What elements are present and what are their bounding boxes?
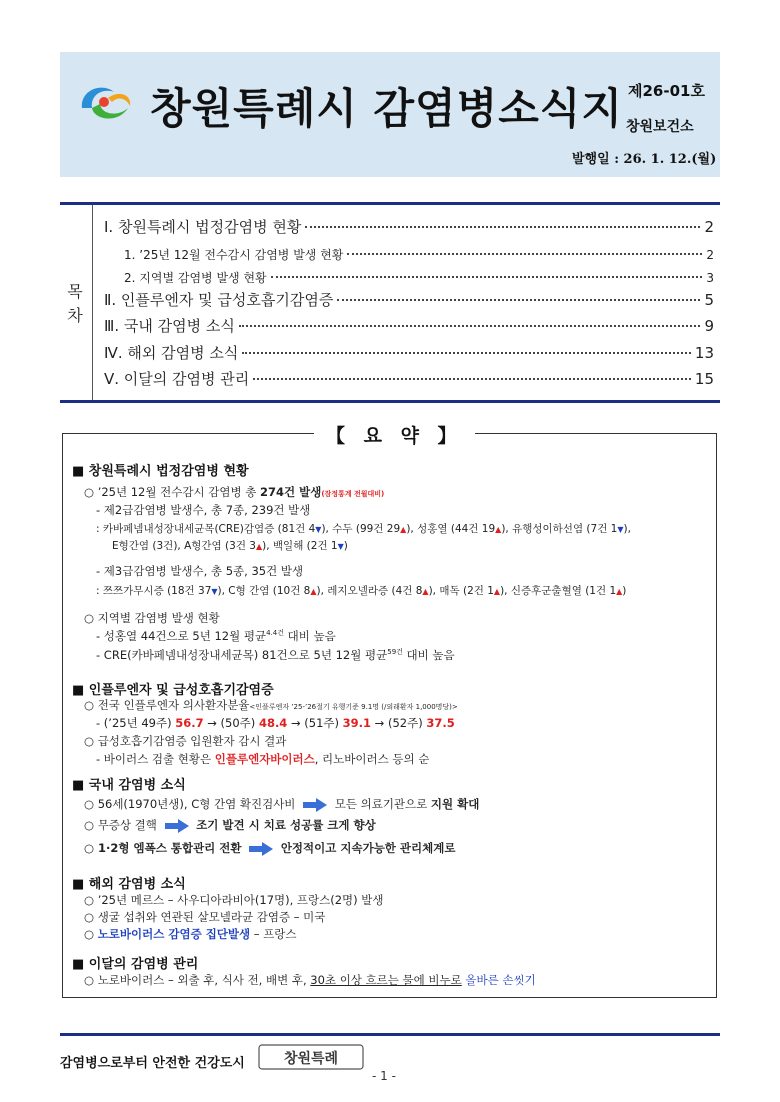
- summary-title: 【 요 약 】: [314, 421, 475, 448]
- toc-leader: [242, 352, 691, 354]
- summary-line: ○ ’25년 12월 전수감시 감염병 총 274건 발생(잠정통계 전월대비): [84, 485, 385, 499]
- summary-line: - (’25년 49주) 56.7 → (50주) 48.4 → (51주) 39.1 → (52주) 37.5: [96, 716, 455, 730]
- summary-line: E형간염 (3건), A형간염 (3건 3▲), 백일해 (2건 1▼): [112, 540, 348, 552]
- toc-item-text: Ⅳ. 해외 감염병 소식: [104, 344, 239, 362]
- summary-line: ○ 노로바이러스 – 외출 후, 식사 전, 배변 후, 30초 이상 흐르는 물에 비누로 올바른 손씻기: [84, 973, 536, 987]
- toc-leader: [271, 276, 703, 278]
- toc-item[interactable]: [124, 269, 714, 286]
- arrow-right-icon: [248, 842, 274, 856]
- summary-line: ○ 지역별 감염병 발생 현황: [84, 611, 220, 625]
- summary-line: ○ 56세(1970년생), C형 간염 확진검사비 모든 의료기관으로 지원 확대: [84, 797, 480, 811]
- toc-item-page: 2: [706, 248, 714, 262]
- toc-item-text: 2. 지역별 감염병 발생 현황: [124, 271, 267, 285]
- toc-item[interactable]: [104, 289, 714, 310]
- summary-line: : 카바페넴내성장내세균목(CRE)감염증 (81건 4▼), 수두 (99건 29▲), 성홍열 (44건 19▲), 유행성이하선염 (7건 1▼),: [96, 523, 631, 535]
- section-heading: ■ 해외 감염병 소식: [72, 877, 186, 892]
- summary-line: ○ 생굴 섭취와 연관된 살모넬라균 감염증 – 미국: [84, 910, 326, 924]
- toc-item[interactable]: [104, 342, 714, 363]
- toc-leader: [239, 325, 701, 327]
- toc-item-text: Ⅱ. 인플루엔자 및 급성호흡기감염증: [104, 291, 334, 309]
- toc-item-text: Ⅰ. 창원특례시 법정감염병 현황: [104, 218, 302, 236]
- summary-line: - CRE(카바페넴내성장내세균목) 81건으로 5년 12월 평균$^{59건}$ 대비 높음: [96, 648, 455, 662]
- toc-item-text: 1. ’25년 12월 전수감시 감염병 발생 현황: [124, 248, 344, 262]
- summary-line: - 성홍열 44건으로 5년 12월 평균$^{4.4건}$ 대비 높음: [96, 629, 336, 643]
- arrow-right-icon: [302, 798, 328, 812]
- toc-item[interactable]: [104, 216, 714, 237]
- toc-leader: [305, 226, 700, 228]
- changwon-logo-icon: [74, 78, 136, 130]
- toc-item-page: 3: [706, 271, 714, 285]
- changwon-wordmark-logo: [258, 1044, 364, 1074]
- footer-rule: [60, 1033, 720, 1036]
- toc-item[interactable]: [104, 368, 714, 389]
- summary-line: : 쯔쯔가무시증 (18건 37▼), C형 간염 (10건 8▲), 레지오넬라증 (4건 8▲), 매독 (2건 1▲), 신증후군출혈열 (1건 1▲): [96, 585, 627, 597]
- toc-item-page: 9: [704, 317, 714, 335]
- summary-line: ○ 무증상 결핵 조기 발견 시 치료 성공률 크게 향상: [84, 818, 376, 832]
- toc-leader: [253, 378, 691, 380]
- footer-slogan: 감염병으로부터 안전한 건강도시: [60, 1056, 245, 1071]
- summary-line: ○ 노로바이러스 감염증 집단발생 – 프랑스: [84, 927, 297, 941]
- page-number: - 1 -: [372, 1069, 396, 1083]
- section-heading: ■ 창원특례시 법정감염병 현황: [72, 464, 249, 479]
- issue-number: 제26-01호: [628, 82, 705, 100]
- toc-leader: [347, 253, 702, 255]
- toc-item-page: 13: [694, 344, 714, 362]
- newsletter-title: 창원특례시 감염병소식지: [150, 84, 623, 133]
- toc-item[interactable]: [104, 315, 714, 336]
- summary-line: ○ 전국 인플루엔자 의사환자분율<인플루엔자 ’25-’26절기 유행기준 9.1명 (/외래환자 1,000명당)>: [84, 698, 458, 712]
- summary-line: - 제3급감염병 발생수, 총 5종, 35건 발생: [96, 564, 304, 578]
- summary-line: - 바이러스 검출 현황은 인플루엔자바이러스, 리노바이러스 등의 순: [96, 752, 430, 766]
- toc-bottom-rule: [60, 400, 720, 403]
- publisher-org: 창원보건소: [626, 119, 694, 135]
- svg-text:창원특례: 창원특례: [283, 1051, 339, 1067]
- toc-item-page: 5: [704, 291, 714, 309]
- summary-line: ○ ’25년 메르스 – 사우디아라비아(17명), 프랑스(2명) 발생: [84, 893, 384, 907]
- section-heading: ■ 인플루엔자 및 급성호흡기감염증: [72, 683, 274, 698]
- toc-leader: [337, 299, 700, 301]
- toc-item[interactable]: [124, 246, 714, 263]
- section-heading: ■ 국내 감염병 소식: [72, 778, 186, 793]
- summary-line: ○ 급성호흡기감염증 입원환자 감시 결과: [84, 734, 287, 748]
- toc-item-text: Ⅲ. 국내 감염병 소식: [104, 317, 235, 335]
- toc-label: 목 차: [67, 282, 83, 325]
- toc-item-page: 2: [704, 218, 714, 236]
- toc-top-rule: [60, 202, 720, 205]
- summary-line: ○ 1·2형 엠폭스 통합관리 전환 안정적이고 지속가능한 관리체계로: [84, 841, 456, 855]
- toc-divider: [92, 205, 93, 400]
- toc-item-text: Ⅴ. 이달의 감염병 관리: [104, 370, 250, 388]
- publish-date: 발행일 : 26. 1. 12.(월): [572, 152, 717, 167]
- summary-line: - 제2급감염병 발생수, 총 7종, 239건 발생: [96, 503, 311, 517]
- section-heading: ■ 이달의 감염병 관리: [72, 957, 199, 972]
- arrow-right-icon: [164, 819, 190, 833]
- toc-item-page: 15: [694, 370, 714, 388]
